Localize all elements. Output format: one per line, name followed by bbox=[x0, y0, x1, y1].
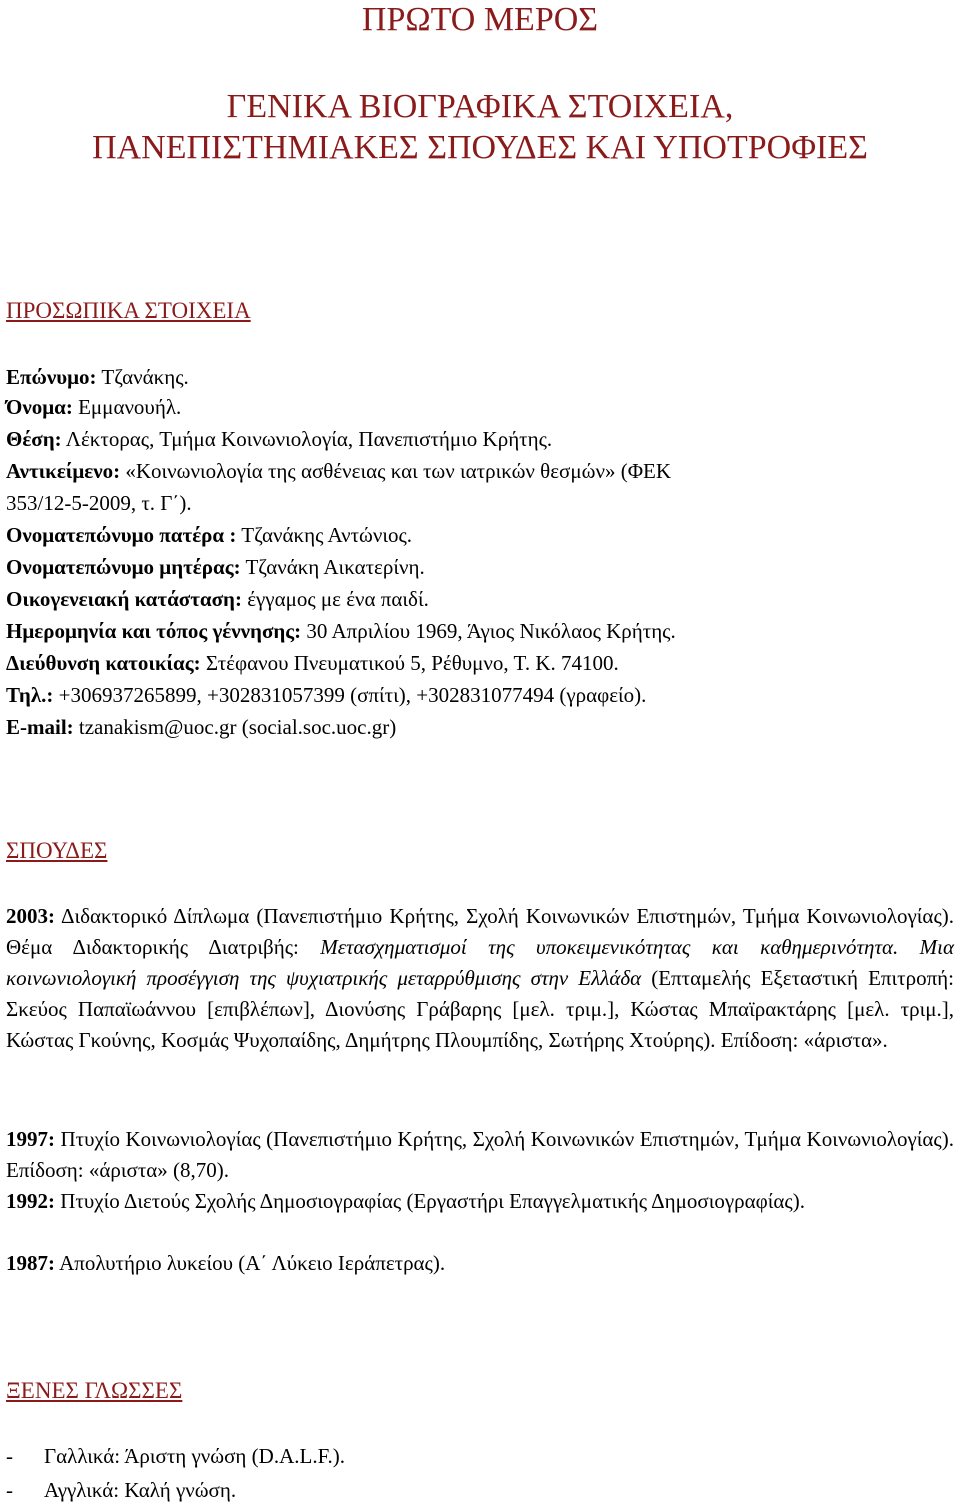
section-heading-studies: ΣΠΟΥΔΕΣ bbox=[6, 838, 108, 863]
subject-row bbox=[6, 458, 671, 485]
phone-value: +306937265899, +302831057399 (σπίτι), +302831077494 (γραφείο). bbox=[53, 683, 647, 707]
language-text: Γαλλικά: Άριστη γνώση (D.A.L.F.). bbox=[44, 1444, 346, 1468]
surname-value: Τζανάκης. bbox=[96, 365, 189, 389]
birth-row bbox=[6, 618, 676, 645]
birth-value: 30 Απριλίου 1969, Άγιος Νικόλαος Κρήτης. bbox=[301, 619, 676, 643]
position-row bbox=[6, 426, 552, 453]
bullet-dash: - bbox=[6, 1478, 13, 1502]
bullet-dash: - bbox=[6, 1444, 13, 1468]
name-row bbox=[6, 394, 181, 421]
language-item bbox=[6, 1477, 236, 1504]
marital-row bbox=[6, 586, 429, 613]
email-value: tzanakism@uoc.gr (social.soc.uoc.gr) bbox=[73, 715, 397, 739]
position-value: Λέκτορας, Τμήμα Κοινωνιολογία, Πανεπιστήμιο Κρήτης. bbox=[61, 427, 553, 451]
address-row bbox=[6, 650, 619, 677]
mother-value: Τζανάκη Αικατερίνη. bbox=[240, 555, 425, 579]
lyceum-text: Απολυτήριο λυκείου (Α΄ Λύκειο Ιεράπετρας). bbox=[55, 1251, 446, 1275]
phd-year: 2003: bbox=[6, 904, 55, 928]
section-heading-languages: ΞΕΝΕΣ ΓΛΩΣΣΕΣ bbox=[6, 1378, 183, 1403]
main-title-line1: ΓΕΝΙΚΑ ΒΙΟΓΡΑΦΙΚΑ ΣΤΟΙΧΕΙΑ, bbox=[226, 88, 734, 125]
mother-label: Ονοματεπώνυμο μητέρας: bbox=[6, 555, 241, 579]
marital-value: έγγαμος με ένα παιδί. bbox=[241, 587, 429, 611]
subject-value-line1: «Κοινωνιολογία της ασθένειας και των ιατρικών θεσμών» (ΦΕΚ bbox=[120, 459, 672, 483]
name-label: Όνομα: bbox=[6, 395, 73, 419]
bsc-year: 1997: bbox=[6, 1127, 55, 1151]
mother-row bbox=[6, 554, 425, 581]
surname-row bbox=[6, 364, 189, 391]
language-text: Αγγλικά: Καλή γνώση. bbox=[44, 1478, 237, 1502]
subject-label: Αντικείμενο: bbox=[6, 459, 121, 483]
phd-entry bbox=[6, 901, 954, 1056]
surname-label: Επώνυμο: bbox=[6, 365, 97, 389]
journalism-entry bbox=[6, 1186, 954, 1217]
address-label: Διεύθυνση κατοικίας: bbox=[6, 651, 201, 675]
subject-row-cont bbox=[6, 490, 192, 517]
main-title-line2: ΠΑΝΕΠΙΣΤΗΜΙΑΚΕΣ ΣΠΟΥΔΕΣ ΚΑΙ ΥΠΟΤΡΟΦΙΕΣ bbox=[92, 129, 868, 166]
section-heading-personal: ΠΡΟΣΩΠΙΚΑ ΣΤΟΙΧΕΙΑ bbox=[6, 298, 251, 323]
name-value: Εμμανουήλ. bbox=[72, 395, 182, 419]
bsc-entry bbox=[6, 1124, 954, 1186]
birth-label: Ημερομηνία και τόπος γέννησης: bbox=[6, 619, 302, 643]
address-value: Στέφανου Πνευματικού 5, Ρέθυμνο, Τ. Κ. 74100. bbox=[200, 651, 619, 675]
journalism-year: 1992: bbox=[6, 1189, 55, 1213]
marital-label: Οικογενειακή κατάσταση: bbox=[6, 587, 242, 611]
subject-value-line2: 353/12-5-2009, τ. Γ΄). bbox=[6, 491, 192, 515]
bsc-text: Πτυχίο Κοινωνιολογίας (Πανεπιστήμιο Κρήτης, Σχολή Κοινωνικών Επιστημών, Τμήμα Κοινωνιολογίας). Επίδοση: «άριστα» (8,70). bbox=[6, 1127, 954, 1182]
phd-text: Διδακτορικό Δίπλωμα (Πανεπιστήμιο Κρήτης, Σχολή Κοινωνικών Επιστημών, Τμήμα Κοινωνιολογίας). Θέμα Διδακτορικής Διατριβής: bbox=[6, 904, 954, 959]
phd-committee: (Επταμελής Εξεταστική Επιτροπή: Σκεύος Παπαϊωάννου [επιβλέπων], Διονύσης Γράβαρης [μελ. τριμ.], Κώστας Μπαϊρακτάρης [μελ. τριμ.], Κώστας Γκούνης, Κοσμάς Ψυχοπαίδης, Δημήτρης Πλουμπίδης, Σωτήρης Χτούρης). Επίδοση: «άριστα». bbox=[6, 966, 954, 1052]
father-label: Ονοματεπώνυμο πατέρα : bbox=[6, 523, 237, 547]
journalism-text: Πτυχίο Διετούς Σχολής Δημοσιογραφίας (Εργαστήρι Επαγγελματικής Δημοσιογραφίας). bbox=[55, 1189, 805, 1213]
position-label: Θέση: bbox=[6, 427, 62, 451]
lyceum-entry bbox=[6, 1248, 954, 1279]
father-value: Τζανάκης Αντώνιος. bbox=[236, 523, 413, 547]
language-item bbox=[6, 1443, 345, 1470]
father-row bbox=[6, 522, 412, 549]
email-label: E-mail: bbox=[6, 715, 74, 739]
phd-thesis-title: Μετασχηματισμοί της υποκειμενικότητας και καθημερινότητα. Μια κοινωνιολογική προσέγγιση της ψυχιατρικής μεταρρύθμισης στην Ελλάδα bbox=[6, 935, 954, 990]
phone-label: Τηλ.: bbox=[6, 683, 54, 707]
phone-row bbox=[6, 682, 646, 709]
lyceum-year: 1987: bbox=[6, 1251, 55, 1275]
part-title: ΠΡΩΤΟ ΜΕΡΟΣ bbox=[361, 1, 599, 38]
email-row bbox=[6, 714, 396, 741]
